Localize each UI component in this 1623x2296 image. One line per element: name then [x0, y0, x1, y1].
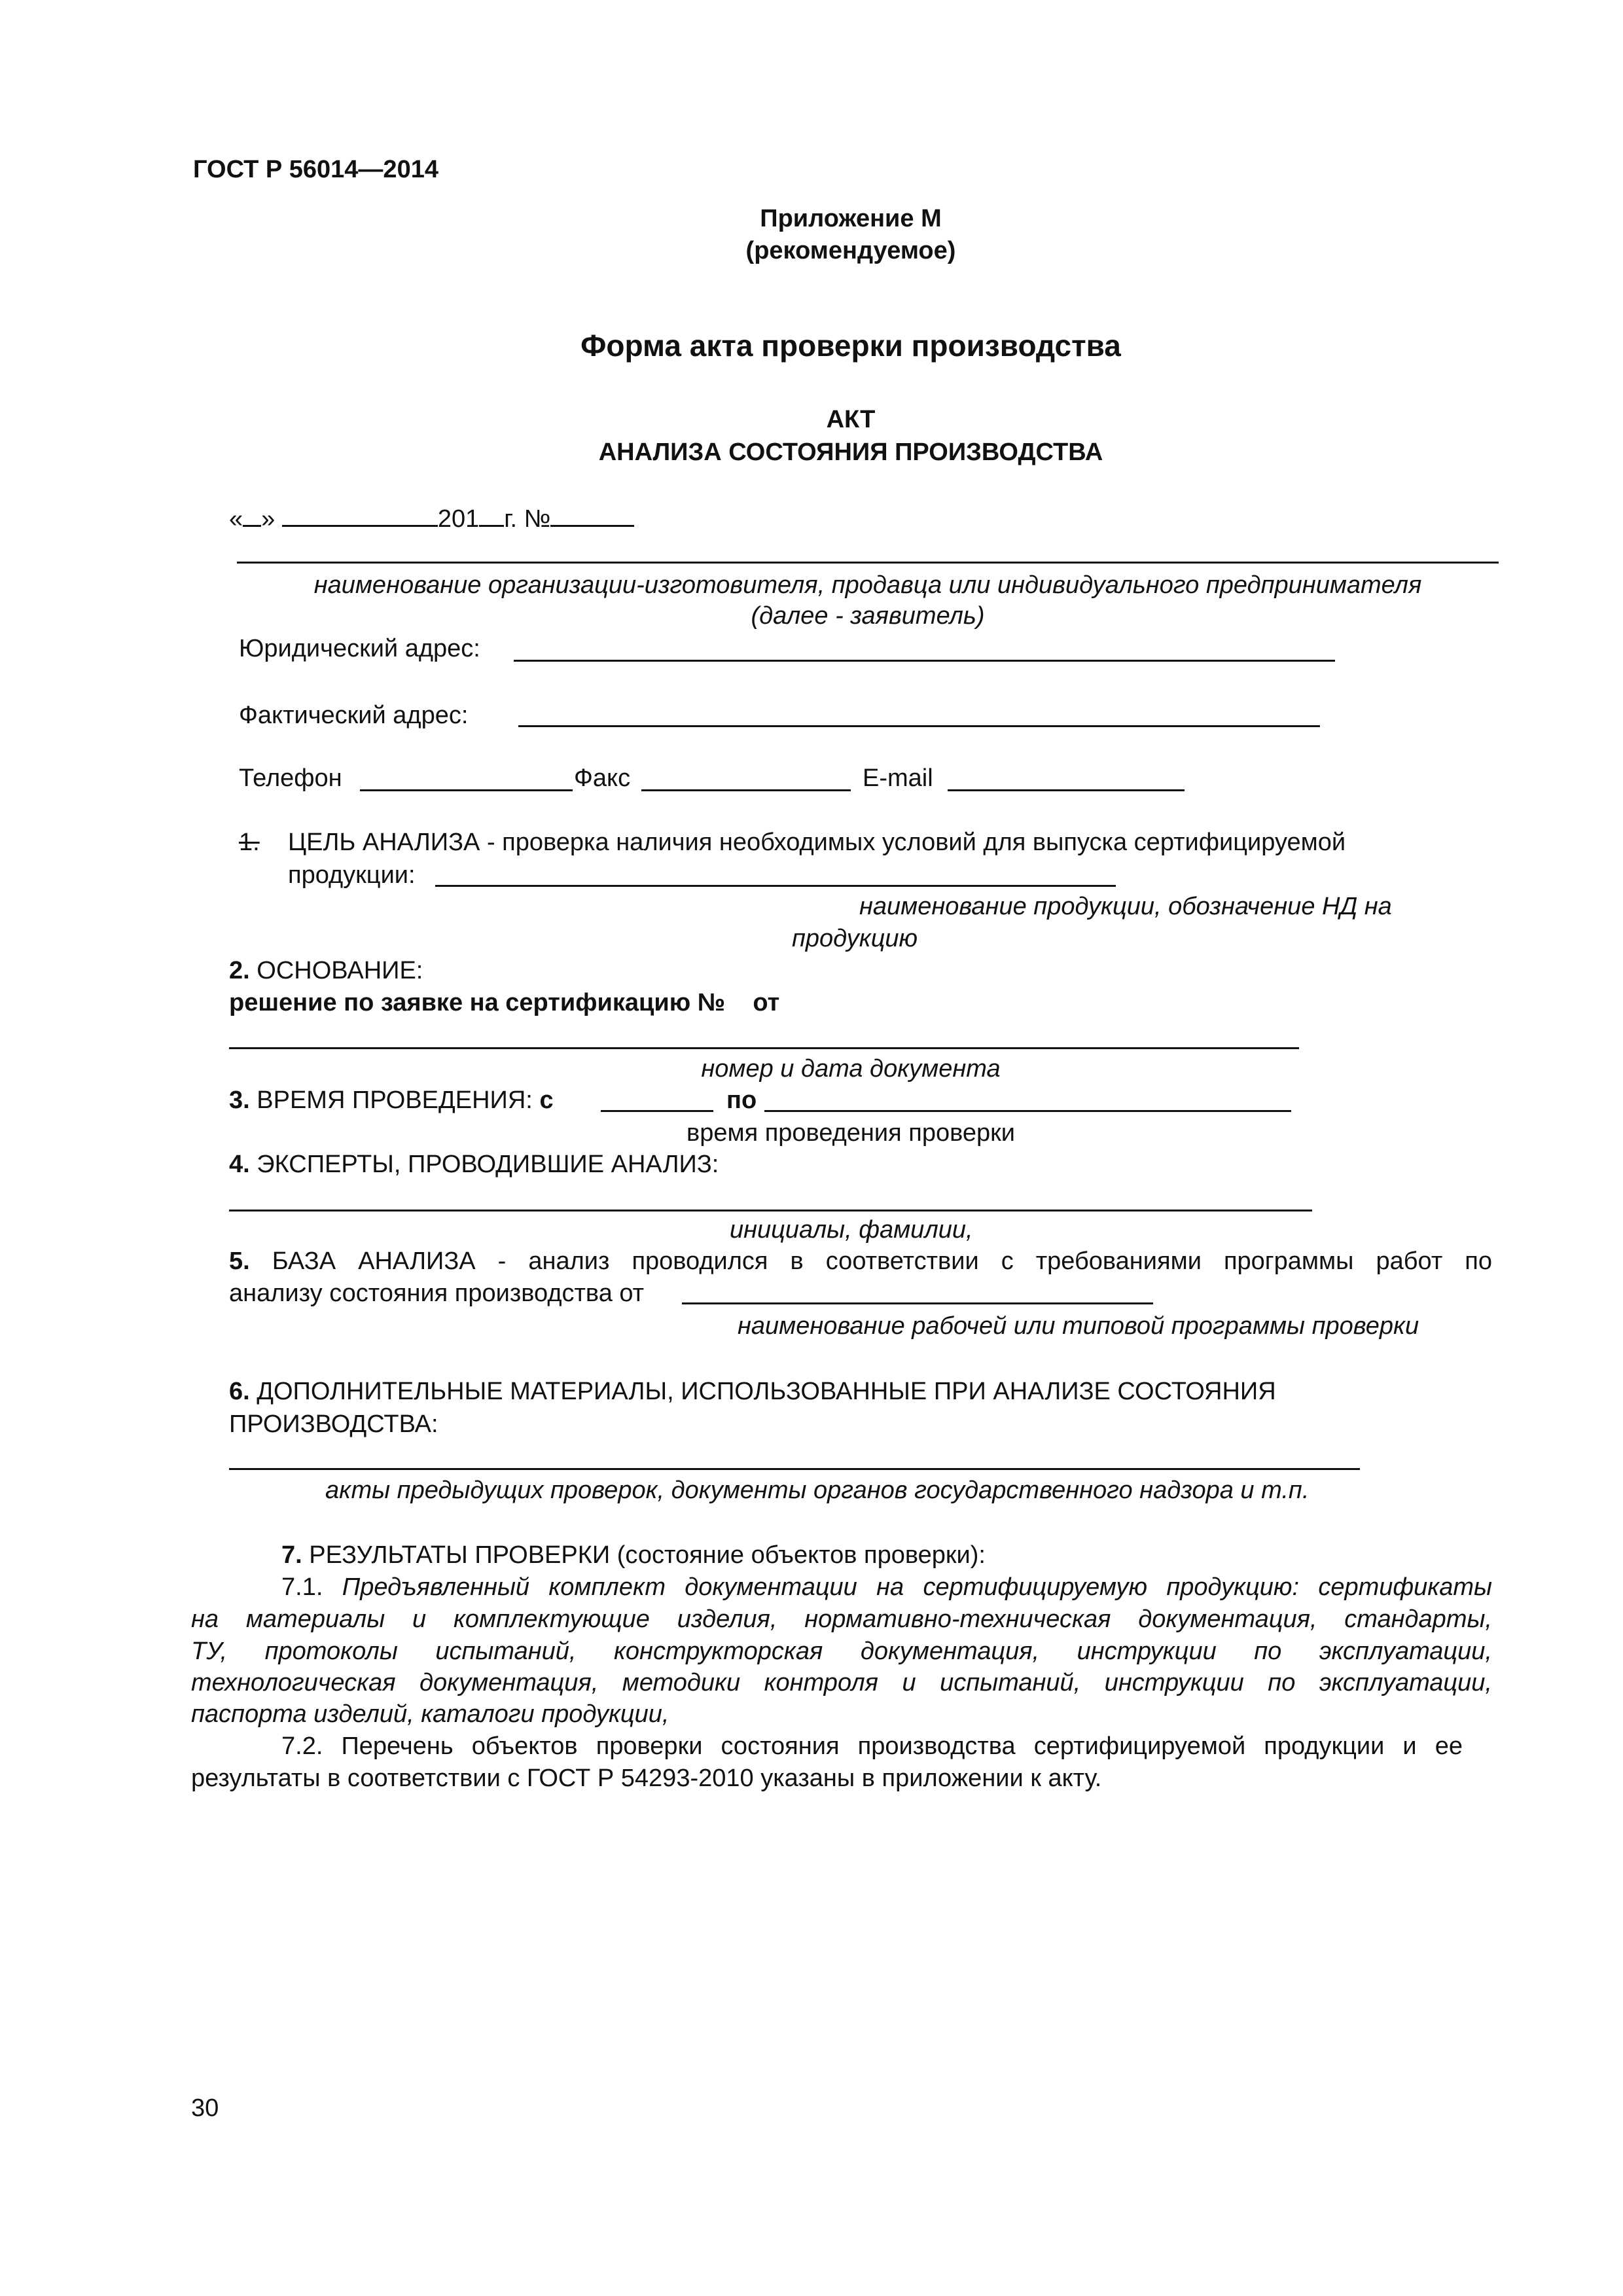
experts-caption: инициалы, фамилии, — [730, 1216, 973, 1244]
item-7-2-line-1: 7.2. Перечень объектов проверки состояния производства сертифицируемой продукции и ее — [281, 1732, 1463, 1760]
applicant-caption: (далее - заявитель) — [751, 602, 985, 630]
item-7-1-line-5: паспорта изделий, каталоги продукции, — [191, 1700, 669, 1728]
standard-number: ГОСТ Р 56014—2014 — [193, 156, 438, 183]
actual-address-blank[interactable] — [518, 725, 1320, 727]
item-7-1-line-3: ТУ, протоколы испытаний, конструкторская документация, инструкции по эксплуатации, — [191, 1638, 1492, 1665]
section-3-number: 3. — [229, 1086, 250, 1114]
fax-blank[interactable] — [641, 789, 851, 791]
section-6-title-cont: ПРОИЗВОДСТВА: — [229, 1410, 438, 1438]
section-3-title: ВРЕМЯ ПРОВЕДЕНИЯ: — [257, 1086, 533, 1114]
application-blank[interactable] — [229, 1047, 1299, 1049]
section-2-title: ОСНОВАНИЕ: — [257, 957, 423, 984]
year-blank[interactable] — [479, 503, 504, 527]
item-7-1-line-1 — [191, 1573, 1492, 1602]
section-5-text — [229, 1247, 1492, 1276]
section-7-title: РЕЗУЛЬТАТЫ ПРОВЕРКИ — [309, 1541, 611, 1569]
item-7-2-line-2: результаты в соответствии с ГОСТ Р 54293-2010 указаны в приложении к акту. — [191, 1765, 1102, 1792]
materials-blank[interactable] — [229, 1468, 1360, 1470]
form-title: Форма акта проверки производства — [580, 329, 1121, 363]
time-caption: время проведения проверки — [687, 1119, 1015, 1147]
product-caption-cont: продукцию — [792, 925, 918, 952]
date-close-quote: » — [261, 505, 276, 533]
organization-caption: наименование организации-изготовителя, продавца или индивидуального предпринимателя — [313, 571, 1422, 599]
date-line — [229, 503, 634, 534]
day-blank[interactable] — [243, 503, 261, 527]
section-2-number: 2. — [229, 957, 250, 984]
section-1-text-cont: продукции: — [288, 861, 416, 889]
section-7-note: (состояние объектов проверки): — [616, 1541, 986, 1569]
act-subtitle: АНАЛИЗА СОСТОЯНИЯ ПРОИЗВОДСТВА — [598, 439, 1103, 466]
section-4-heading — [229, 1151, 719, 1179]
phone-blank[interactable] — [360, 789, 573, 791]
application-label: решение по заявке на сертификацию № — [229, 989, 726, 1016]
act-title: АКТ — [826, 406, 876, 433]
product-caption: наименование продукции, обозначение НД на — [859, 893, 1392, 920]
program-blank[interactable] — [682, 1302, 1153, 1304]
section-2-heading — [229, 957, 423, 986]
actual-address-label: Фактический адрес: — [239, 702, 469, 729]
section-3-heading — [229, 1086, 554, 1115]
section-1-number: 1. — [239, 829, 260, 856]
section-6-title: ДОПОЛНИТЕЛЬНЫЕ МАТЕРИАЛЫ, ИСПОЛЬЗОВАННЫЕ ПРИ АНАЛИЗЕ СОСТОЯНИЯ — [257, 1378, 1276, 1405]
organization-blank[interactable] — [237, 562, 1499, 564]
section-4-number: 4. — [229, 1151, 250, 1178]
fax-label: Факс — [574, 764, 631, 792]
month-blank[interactable] — [282, 503, 438, 527]
act-number-blank[interactable] — [550, 503, 634, 527]
legal-address-label: Юридический адрес: — [239, 635, 480, 662]
date-open-quote: « — [229, 505, 243, 533]
section-6-heading — [229, 1378, 1276, 1407]
section-6-number: 6. — [229, 1378, 250, 1405]
section-4-title: ЭКСПЕРТЫ, ПРОВОДИВШИЕ АНАЛИЗ: — [257, 1151, 719, 1178]
legal-address-blank[interactable] — [514, 660, 1335, 662]
application-from-label: от — [753, 989, 780, 1016]
section-5-body: БАЗА АНАЛИЗА - анализ проводился в соответствии с требованиями программы работ по — [272, 1247, 1492, 1275]
email-label: E-mail — [863, 764, 933, 792]
product-blank[interactable] — [435, 885, 1116, 887]
page-number: 30 — [191, 2094, 219, 2122]
item-7-1-text: Предъявленный комплект документации на сертифицируемую продукцию: сертификаты — [342, 1573, 1492, 1601]
item-7-1-number: 7.1. — [281, 1573, 323, 1601]
section-1-text: ЦЕЛЬ АНАЛИЗА - проверка наличия необходимых условий для выпуска сертифицируемой — [288, 829, 1346, 856]
program-caption: наименование рабочей или типовой программы проверки — [738, 1312, 1419, 1340]
time-to-label: по — [726, 1086, 757, 1114]
time-from-label: с — [539, 1086, 554, 1114]
section-5-text-cont: анализу состояния производства от — [229, 1280, 645, 1307]
appendix-label: Приложение М — [760, 205, 942, 232]
phone-label: Телефон — [239, 764, 342, 792]
application-caption: номер и дата документа — [701, 1055, 1001, 1083]
date-year: 201 — [437, 505, 480, 533]
section-7-heading — [281, 1541, 986, 1570]
experts-blank[interactable] — [229, 1210, 1312, 1211]
materials-caption: акты предыдущих проверок, документы органов государственного надзора и т.п. — [325, 1477, 1310, 1504]
email-blank[interactable] — [948, 789, 1185, 791]
time-to-blank[interactable] — [764, 1110, 1291, 1112]
section-5-number: 5. — [229, 1247, 250, 1275]
item-7-1-line-2: на материалы и комплектующие изделия, нормативно-техническая документация, стандарты, — [191, 1605, 1492, 1633]
item-7-1-line-4: технологическая документация, методики контроля и испытаний, инструкции по эксплуатации, — [191, 1669, 1492, 1696]
time-from-blank[interactable] — [601, 1110, 713, 1112]
date-number-label: г. № — [504, 505, 551, 533]
section-2-text — [229, 989, 779, 1018]
section-7-number: 7. — [281, 1541, 302, 1569]
appendix-status: (рекомендуемое) — [745, 237, 956, 264]
